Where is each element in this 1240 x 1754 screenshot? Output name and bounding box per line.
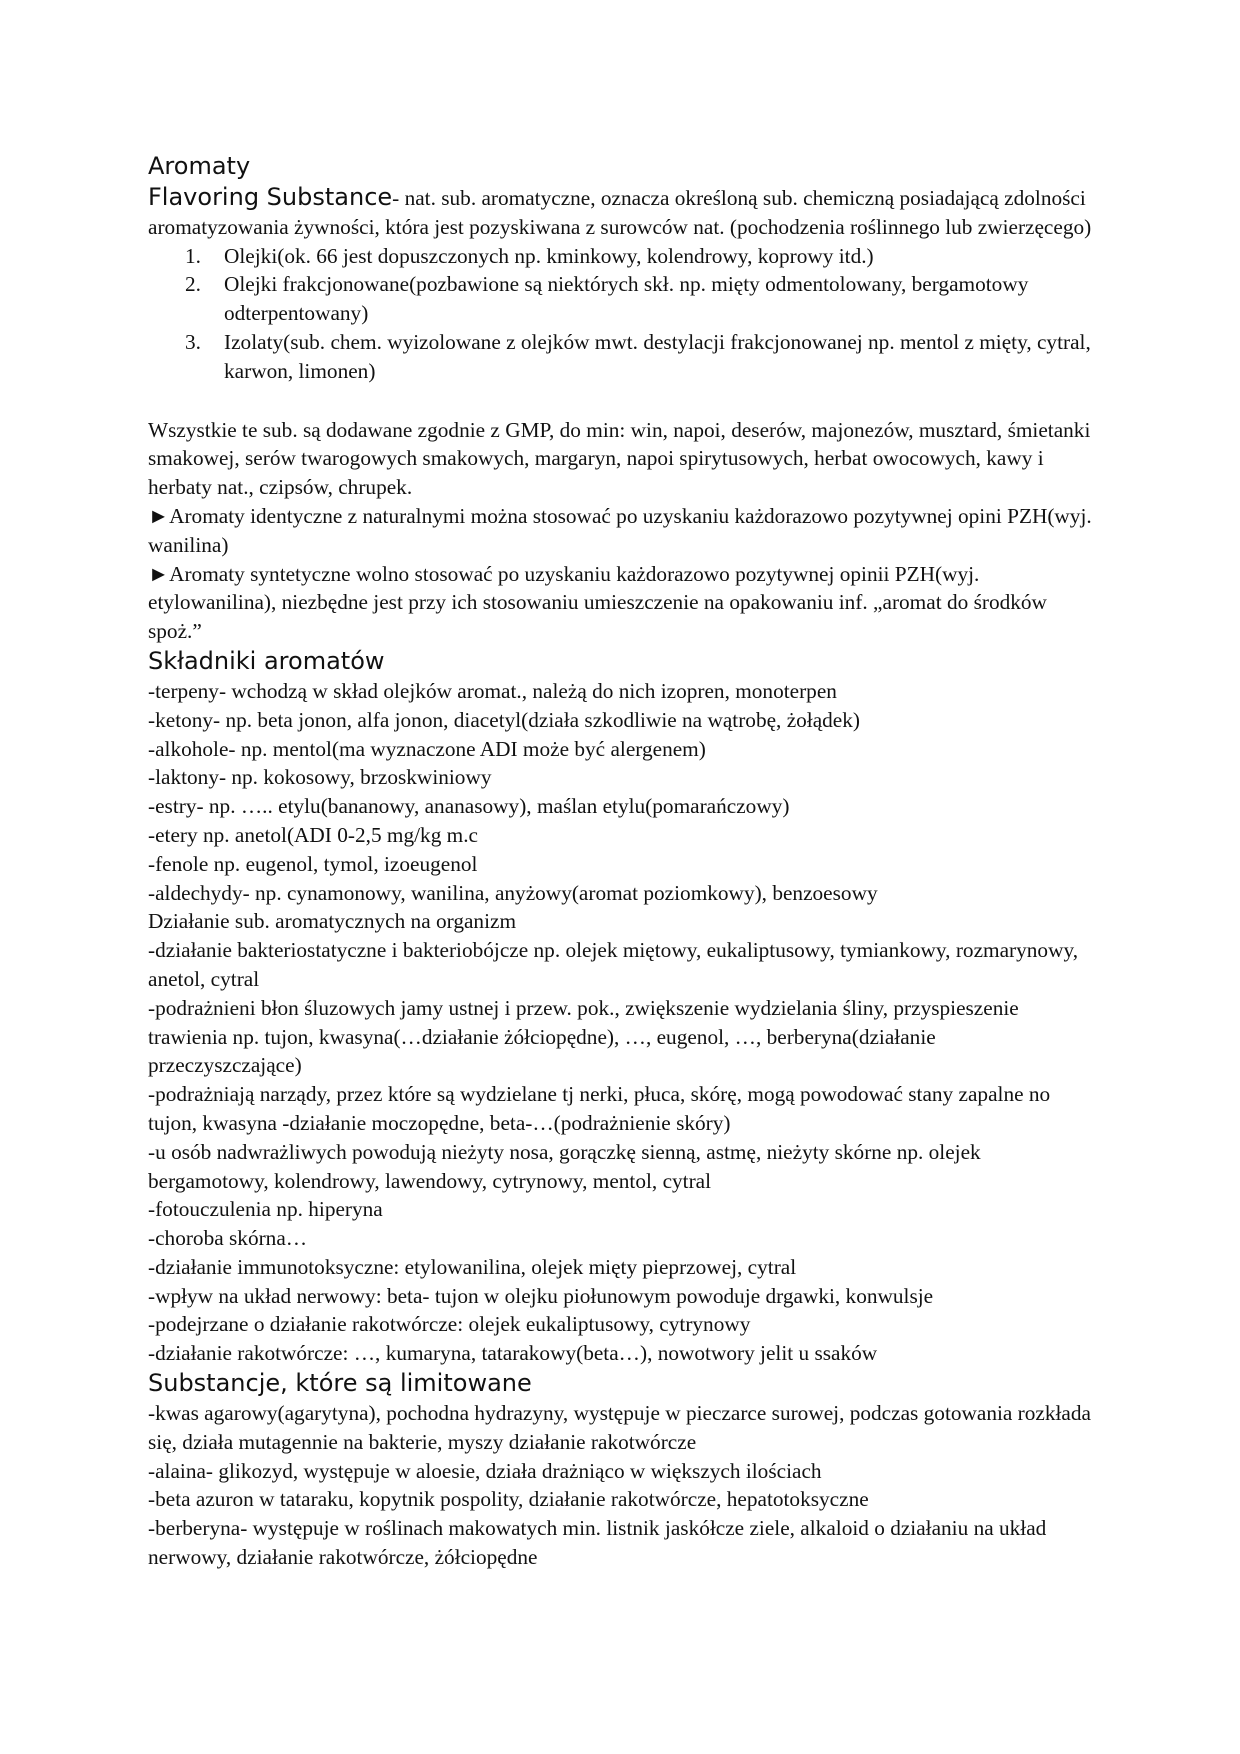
text-line: -beta azuron w tataraku, kopytnik pospolity, działanie rakotwórcze, hepatotoksyczne bbox=[148, 1487, 869, 1512]
intro-paragraph bbox=[148, 183, 1093, 242]
list-text: Olejki(ok. 66 jest dopuszczonych np. kminkowy, kolendrowy, koprowy itd.) bbox=[224, 243, 874, 268]
intro-text: - nat. sub. aromatyczne, oznacza określoną sub. chemiczną posiadającą zdolności aromatyzowania żywności, która jest pozyskiwana z surowców nat. (pochodzenia roślinnego lub zwierzęcego) bbox=[148, 186, 1092, 239]
text-line: -podrażniają narządy, przez które są wydzielane tj nerki, płuca, skórę, mogą powodować stany zapalne no tujon, kwasyna -działanie moczopędne, beta-…(podrażnienie skóry) bbox=[148, 1082, 1051, 1135]
text-line: -podrażnieni błon śluzowych jamy ustnej i przew. pok., zwiększenie wydzielania śliny, przyspieszenie trawienia np. tujon, kwasyna(…działanie żółciopędne), …, eugenol, …, berberyna(działanie przeczyszczające) bbox=[148, 995, 1019, 1078]
numbered-list bbox=[148, 242, 1093, 386]
list-number: 2. bbox=[185, 272, 201, 297]
document-body bbox=[148, 150, 1093, 1572]
text-line: -działanie immunotoksyczne: etylowanilina, olejek mięty pieprzowej, cytral bbox=[148, 1254, 797, 1279]
text-line: Działanie sub. aromatycznych na organizm bbox=[148, 909, 517, 934]
bullet-synthetic: ►Aromaty syntetyczne wolno stosować po uzyskaniu każdorazowo pozytywnej opinii PZH(wyj. etylowanilina), niezbędne jest przy ich stosowaniu umieszczenie na opakowaniu inf. „aromat do środków spoż.” bbox=[148, 561, 1047, 644]
text-line: -alaina- glikozyd, występuje w aloesie, działa drażniąco w większych ilościach bbox=[148, 1458, 822, 1483]
section-heading-ingredients: Składniki aromatów bbox=[148, 646, 385, 675]
gmp-paragraph: Wszystkie te sub. są dodawane zgodnie z GMP, do min: win, napoi, deserów, majonezów, musztard, śmietanki smakowej, serów twarogowych smakowych, margaryn, napoi spirytusowych, herbat owocowych, kawy i herbaty nat., czipsów, chrupek. bbox=[148, 417, 1091, 500]
ingredients-list bbox=[148, 677, 1093, 1368]
text-line: -fotouczulenia np. hiperyna bbox=[148, 1197, 383, 1222]
intro-term: Flavoring Substance bbox=[148, 183, 393, 211]
list-item bbox=[148, 328, 1093, 386]
section-heading-limited: Substancje, które są limitowane bbox=[148, 1369, 532, 1398]
spacer bbox=[148, 386, 1093, 416]
text-line: -choroba skórna… bbox=[148, 1226, 308, 1251]
text-line: -laktony- np. kokosowy, brzoskwiniowy bbox=[148, 765, 492, 790]
list-text: Izolaty(sub. chem. wyizolowane z olejków mwt. destylacji frakcjonowanej np. mentol z mięty, cytral, karwon, limonen) bbox=[224, 329, 1091, 383]
text-line: -terpeny- wchodzą w skład olejków aromat., należą do nich izopren, monoterpen bbox=[148, 678, 837, 703]
text-line: -aldechydy- np. cynamonowy, wanilina, anyżowy(aromat poziomkowy), benzoesowy bbox=[148, 880, 878, 905]
text-line: -berberyna- występuje w roślinach makowatych min. listnik jaskółcze ziele, alkaloid o działaniu na układ nerwowy, działanie rakotwórcze, żółciopędne bbox=[148, 1516, 1047, 1570]
list-number: 1. bbox=[185, 243, 201, 268]
text-line: -działanie rakotwórcze: …, kumaryna, tatarakowy(beta…), nowotwory jelit u ssaków bbox=[148, 1341, 878, 1366]
bullet-natural-identical: ►Aromaty identyczne z naturalnymi można stosować po uzyskaniu każdorazowo pozytywnej opini PZH(wyj. wanilina) bbox=[148, 503, 1092, 557]
text-line: -wpływ na układ nerwowy: beta- tujon w olejku piołunowym powoduje drgawki, konwulsje bbox=[148, 1283, 934, 1308]
text-line: -fenole np. eugenol, tymol, izoeugenol bbox=[148, 851, 478, 876]
text-line: -estry- np. ….. etylu(bananowy, ananasowy), maślan etylu(pomarańczowy) bbox=[148, 794, 790, 819]
text-line: -podejrzane o działanie rakotwórcze: olejek eukaliptusowy, cytrynowy bbox=[148, 1312, 751, 1337]
list-number: 3. bbox=[185, 329, 201, 354]
list-text: Olejki frakcjonowane(pozbawione są niektórych skł. np. mięty odmentolowany, bergamotowy odterpentowany) bbox=[224, 272, 1029, 326]
limited-list bbox=[148, 1399, 1093, 1572]
text-line: -alkohole- np. mentol(ma wyznaczone ADI może być alergenem) bbox=[148, 736, 706, 761]
list-item bbox=[148, 242, 1093, 271]
list-item bbox=[148, 270, 1093, 328]
text-line: -kwas agarowy(agarytyna), pochodna hydrazyny, występuje w pieczarce surowej, podczas gotowania rozkłada się, działa mutagennie na bakterie, myszy działanie rakotwórcze bbox=[148, 1401, 1091, 1454]
text-line: -u osób nadwrażliwych powodują nieżyty nosa, gorączkę sienną, astmę, nieżyty skórne np. olejek bergamotowy, kolendrowy, lawendowy, cytrynowy, mentol, cytral bbox=[148, 1139, 981, 1193]
text-line: -etery np. anetol(ADI 0-2,5 mg/kg m.c bbox=[148, 822, 479, 847]
text-line: -działanie bakteriostatyczne i bakteriobójcze np. olejek miętowy, eukaliptusowy, tymiankowy, rozmarynowy, anetol, cytral bbox=[148, 938, 1079, 991]
text-line: -ketony- np. beta jonon, alfa jonon, diacetyl(działa szkodliwie na wątrobę, żołądek) bbox=[148, 707, 861, 732]
doc-title: Aromaty bbox=[148, 152, 251, 180]
